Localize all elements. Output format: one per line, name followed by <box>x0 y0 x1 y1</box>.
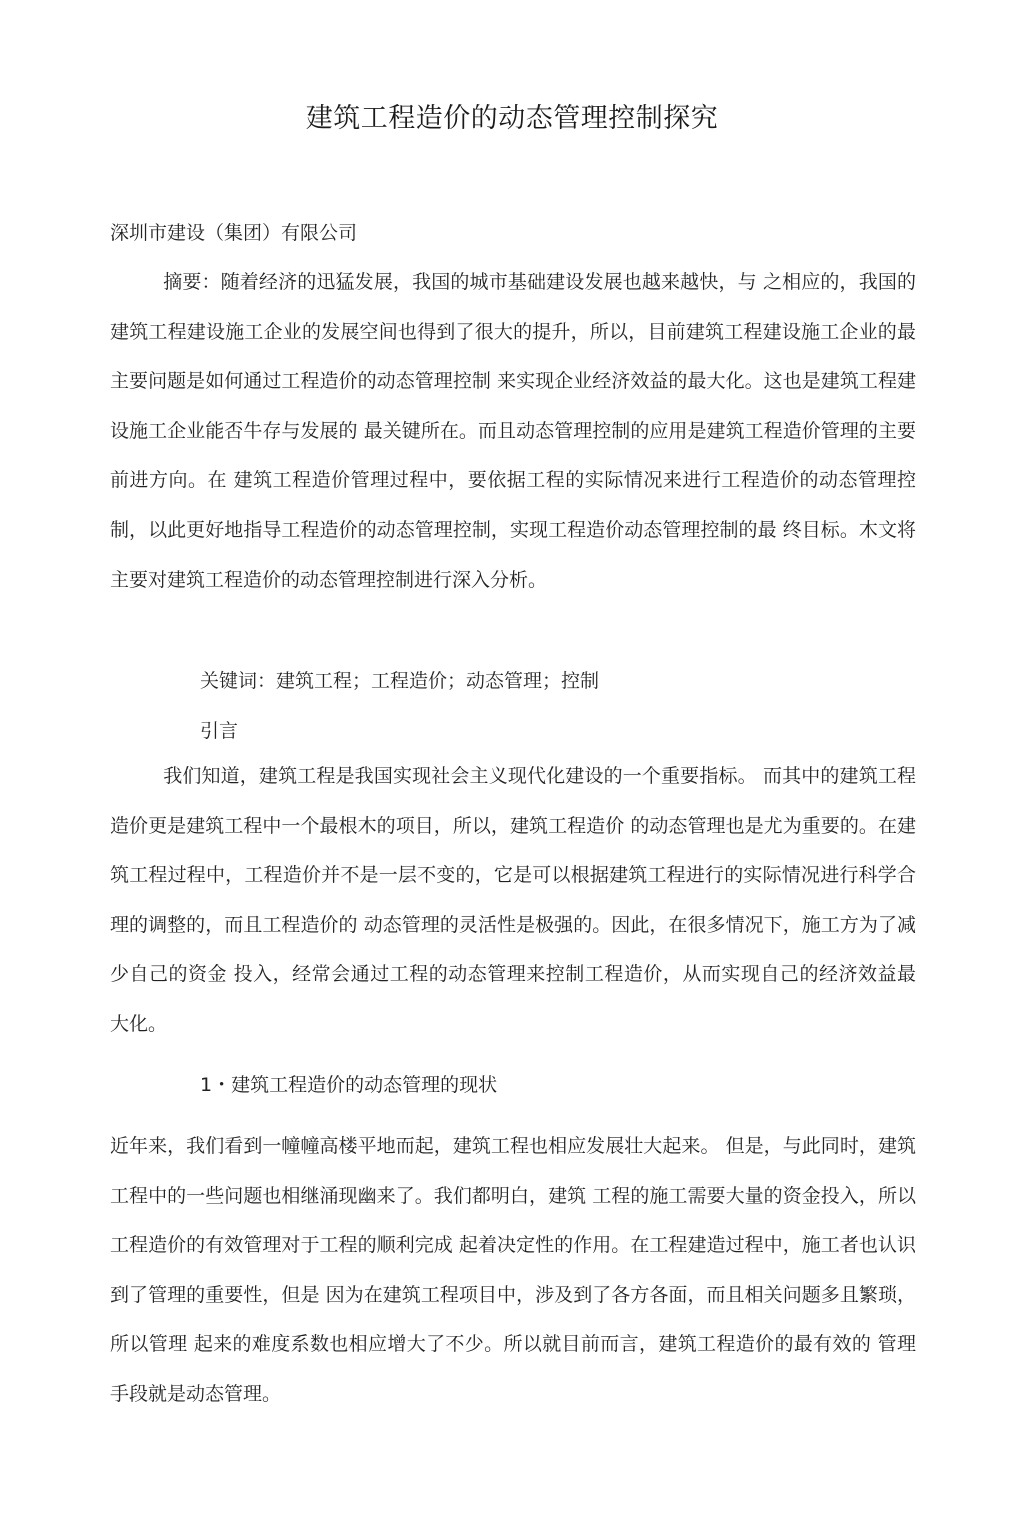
author-affiliation: 深圳市建设（集团）有限公司 <box>110 222 358 244</box>
abstract-paragraph: 摘要：随着经济的迅猛发展，我国的城市基础建设发展也越来越快，与 之相应的，我国的建筑工程建设施工企业的发展空间也得到了很大的提升，所以，目前建筑工程建设施工企业的最主要问题是如何通过工程造价的动态管理控制 来实现企业经济效益的最大化。这也是建筑工程建设施工企业能否牛存与发展的 最关键所在。而且动态管理控制的应用是建筑工程造价管理的主要前进方向。在 建筑工程造价管理过程中，要依据工程的实际情况来进行工程造价的动态管理控 制，以此更好地指导工程造价的动态管理控制，实现工程造价动态管理控制的最 终目标。木文将主要对建筑工程造价的动态管理控制进行深入分析。 <box>110 271 916 591</box>
keywords-line: 关键词：建筑工程；工程造价；动态管理；控制 <box>200 670 600 692</box>
intro-paragraph: 我们知道，建筑工程是我国实现社会主义现代化建设的一个重要指标。 而其中的建筑工程造价更是建筑工程中一个最根木的项目，所以，建筑工程造价 的动态管理也是尤为重要的。在建筑工程过程中，工程造价并不是一层不变的，它是可以根据建筑工程进行的实际情况进行科学合理的调整的，而且工程造价的 动态管理的灵活性是极强的。因此，在很多情况下，施工方为了减少自己的资金 投入，经常会通过工程的动态管理来控制工程造价，从而实现自己的经济效益最 大化。 <box>110 765 916 1035</box>
intro-heading: 引言 <box>200 720 239 742</box>
section-1-paragraph: 近年来，我们看到一幢幢高楼平地而起，建筑工程也相应发展壮大起来。 但是，与此同时，建筑工程中的一些问题也相继涌现幽来了。我们都明白，建筑 工程的施工需要大量的资金投入，所以工程造价的有效管理对于工程的顺利完成 起着决定性的作用。在工程建造过程中，施工者也认识到了管理的重要性，但是 因为在建筑工程项目中，涉及到了各方各面，而且相关问题多且繁琐，所以管理 起来的难度系数也相应增大了不少。所以就目前而言，建筑工程造价的最有效的 管理手段就是动态管理。 <box>110 1135 916 1405</box>
document-title: 建筑工程造价的动态管理控制探究 <box>305 103 719 134</box>
section-1-heading: 1・建筑工程造价的动态管理的现状 <box>200 1074 498 1096</box>
